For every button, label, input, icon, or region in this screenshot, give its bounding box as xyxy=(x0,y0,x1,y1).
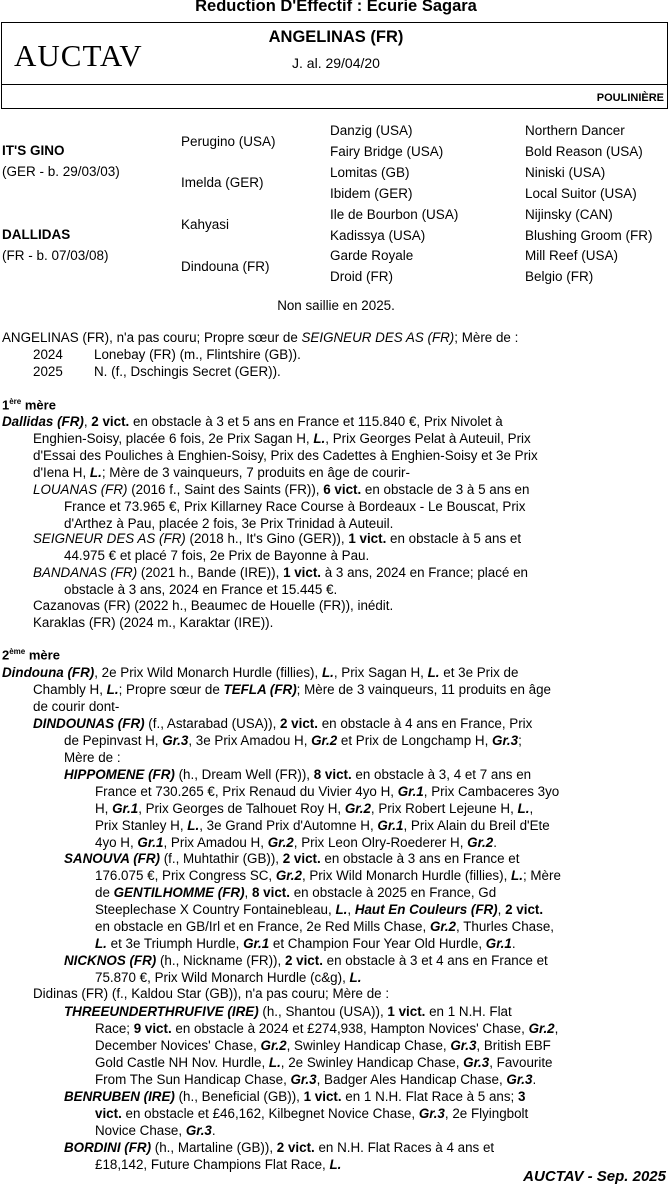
produce-record: HIPPOMENE (FR) (h., Dream Well (FR)), 8 vict. en obstacle à 3, 4 et 7 ans en France et 730.265 €, Prix Renaud du Vivier 4yo H, Gr.1, Prix Cambaceres 3yo H, Gr.1, Prix Georges de Talhouet Roy H, Gr.2, Prix Robert Lejeune H, L., Prix Stanley H, L., 3e Grand Prix d'Automne H, Gr.1, Prix Alain du Breil d'Ete 4yo H, Gr.1, Prix Amadou H, Gr.2, Prix Leon Olry-Roederer H, Gr.2. xyxy=(64,767,560,850)
covering-status: Non saillie en 2025. xyxy=(277,298,395,313)
auctav-logo: AUCTAV xyxy=(14,38,143,73)
pedigree-gen4: Northern Dancer xyxy=(525,123,625,138)
produce-record: Cazanovas (FR) (2022 h., Beaumec de Houelle (FR)), inédit. xyxy=(33,598,394,613)
produce-year: 2024 xyxy=(33,347,63,362)
pedigree-gen3: Danzig (USA) xyxy=(330,123,413,138)
footer-brand: AUCTAV - Sep. 2025 xyxy=(523,1168,666,1185)
produce-record: BORDINI (FR) (h., Martaline (GB)), 2 vict. en N.H. Flat Races à 4 ans et £18,142, Future Champions Flat Race, L. xyxy=(64,1140,495,1172)
produce-record: NICKNOS (FR) (h., Nickname (FR)), 2 vict. en obstacle à 3 et 4 ans en France et 75.870 €, Prix Wild Monarch Hurdle (c&g), L. xyxy=(64,953,548,985)
section-heading: 2ème mère xyxy=(2,647,60,663)
produce-record: Karaklas (FR) (2024 m., Karaktar (IRE)). xyxy=(33,615,274,630)
dam-record: Dallidas (FR), 2 vict. en obstacle à 3 et 5 ans en France et 115.840 €, Prix Nivolet à Enghien-Soisy, placée 6 fois, 2e Prix Sagan H, L., Prix Georges Pelat à Auteuil, Prix d'Essai des Pouliches à Enghien-Soisy, Prix des Cadettes à Enghien-Soisy et 3e Prix d'Iena H, L.; Mère de 3 vainqueurs, 7 produits en âge de courir- xyxy=(2,414,538,480)
horse-name: ANGELINAS (FR) xyxy=(268,28,404,46)
produce-record: LOUANAS (FR) (2016 f., Saint des Saints (FR)), 6 vict. en obstacle de 3 à 5 ans en France et 73.965 €, Prix Killarney Race Course à Bordeaux - Le Bouscat, Prix d'Arthez à Pau, placée 2 fois, 3e Prix Trinidad à Auteuil. xyxy=(33,482,530,531)
pedigree-gen4: Mill Reef (USA) xyxy=(525,248,619,263)
pedigree-gen4: Niniski (USA) xyxy=(525,165,606,180)
pedigree-gen4: Local Suitor (USA) xyxy=(525,186,637,201)
pedigree-gen3: Lomitas (GB) xyxy=(330,165,410,180)
produce-entry: N. (f., Dschingis Secret (GER)). xyxy=(94,364,281,379)
produce-record: THREEUNDERTHRUFIVE (IRE) (h., Shantou (USA)), 1 vict. en 1 N.H. Flat Race; 9 vict. en obstacle à 2024 et £274,938, Hampton Novices' Chase, Gr.2, December Novices' Chase, Gr.2, Swinley Handicap Chase, Gr.3, British EBF Gold Castle NH Nov. Hurdle, L., 2e Swinley Handicap Chase, Gr.3, Favourite From The Sun Handicap Chase, Gr.3, Badger Ales Handicap Chase, Gr.3. xyxy=(64,1004,559,1087)
produce-year: 2025 xyxy=(33,364,63,379)
category-label: POULINIÈRE xyxy=(596,92,664,104)
sire-name: IT'S GINO xyxy=(2,143,65,158)
pedigree-gen4: Blushing Groom (FR) xyxy=(525,228,653,243)
produce-record: SEIGNEUR DES AS (FR) (2018 h., It's Gino (GER)), 1 vict. en obstacle à 5 ans et 44.975 € et placé 7 fois, 2e Prix de Bayonne à Pau. xyxy=(33,531,522,563)
pedigree-gen2: Kahyasi xyxy=(181,217,230,232)
pedigree-gen3: Droid (FR) xyxy=(330,269,393,284)
granddam-record: Dindouna (FR), 2e Prix Wild Monarch Hurdle (fillies), L., Prix Sagan H, L. et 3e Prix de Chambly H, L.; Propre sœur de TEFLA (FR); Mère de 3 vainqueurs, 11 produits en âge de courir dont- xyxy=(2,665,551,714)
pedigree-gen3: Fairy Bridge (USA) xyxy=(330,144,444,159)
produce-record: BANDANAS (FR) (2021 h., Bande (IRE)), 1 vict. à 3 ans, 2024 en France; placé en obstacle à 3 ans, 2024 en France et 15.445 €. xyxy=(33,565,528,597)
category-box xyxy=(1,85,668,109)
pedigree-gen2: Imelda (GER) xyxy=(181,175,264,190)
pedigree-gen4: Bold Reason (USA) xyxy=(525,144,643,159)
pedigree-gen3: Garde Royale xyxy=(330,248,414,263)
pedigree-gen4: Nijinsky (CAN) xyxy=(525,207,613,222)
produce-record: DINDOUNAS (FR) (f., Astarabad (USA)), 2 vict. en obstacle à 4 ans en France, Prix de Pepinvast H, Gr.3, 3e Prix Amadou H, Gr.2 et Prix de Longchamp H, Gr.3; Mère de : xyxy=(33,716,533,765)
dam-name: DALLIDAS xyxy=(2,227,71,242)
produce-record: SANOUVA (FR) (f., Muhtathir (GB)), 2 vict. en obstacle à 3 ans en France et 176.075 €, Prix Congress SC, Gr.2, Prix Wild Monarch Hurdle (fillies), L.; Mère de GENTILHOMME (FR), 8 vict. en obstacle à 2025 en France, Gd Steeplechase X Country Fontainebleau, L., Haut En Couleurs (FR), 2 vict. en obstacle en GB/Irl et en France, 2e Red Mills Chase, Gr.2, Thurles Chase, L. et 3e Triumph Hurdle, Gr.1 et Champion Four Year Old Hurdle, Gr.1. xyxy=(64,851,561,951)
intro-line: ANGELINAS (FR), n'a pas couru; Propre sœur de SEIGNEUR DES AS (FR); Mère de : xyxy=(2,330,519,345)
pedigree-gen3: Ile de Bourbon (USA) xyxy=(330,207,459,222)
dam-info: (FR - b. 07/03/08) xyxy=(2,248,109,263)
pedigree-gen2: Perugino (USA) xyxy=(181,134,276,149)
section-heading: 1ère mère xyxy=(2,397,56,413)
produce-record: Didinas (FR) (f., Kaldou Star (GB)), n'a pas couru; Mère de : xyxy=(33,986,390,1001)
pedigree-gen3: Ibidem (GER) xyxy=(330,186,413,201)
sire-info: (GER - b. 29/03/03) xyxy=(2,164,120,179)
produce-record: BENRUBEN (IRE) (h., Beneficial (GB)), 1 vict. en 1 N.H. Flat Race à 5 ans; 3 vict. en obstacle et £46,162, Kilbegnet Novice Chase, Gr.3, 2e Flyingbolt Novice Chase, Gr.3. xyxy=(64,1089,529,1138)
pedigree-gen3: Kadissya (USA) xyxy=(330,228,426,243)
pedigree-gen4: Belgio (FR) xyxy=(525,269,594,284)
produce-entry: Lonebay (FR) (m., Flintshire (GB)). xyxy=(94,347,301,362)
horse-subtitle: J. al. 29/04/20 xyxy=(292,55,380,71)
pedigree-gen2: Dindouna (FR) xyxy=(181,259,270,274)
page-title: Reduction D'Effectif : Ecurie Sagara xyxy=(195,0,477,15)
